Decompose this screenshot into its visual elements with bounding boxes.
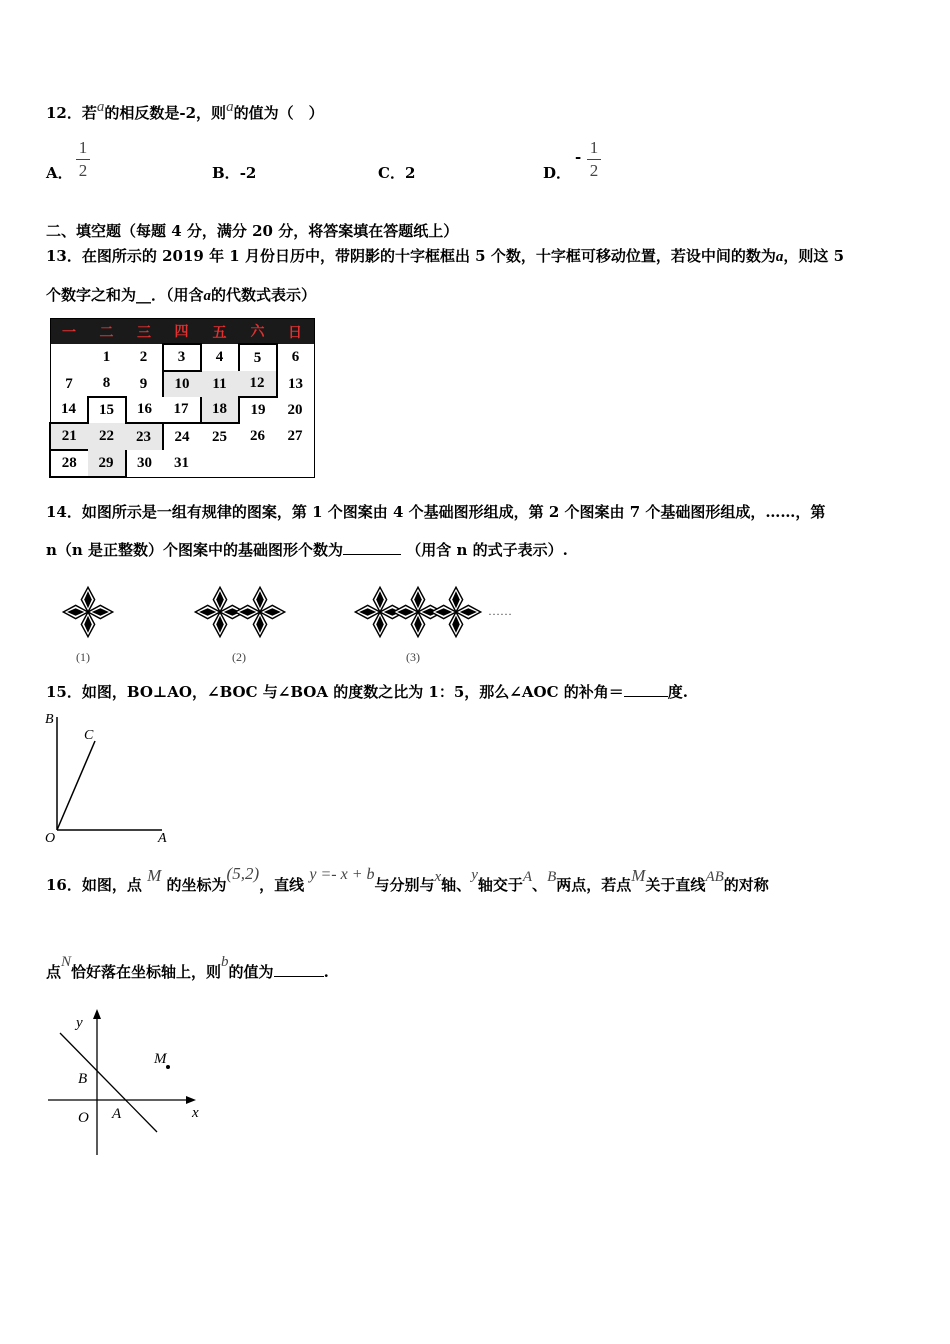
calendar-cell: 6 xyxy=(291,349,300,365)
calendar-cell: 7 xyxy=(65,375,73,392)
calendar-cell: 15 xyxy=(88,397,126,423)
calendar-header: 六 xyxy=(239,319,277,345)
label-m: M xyxy=(154,1051,167,1067)
calendar-cell: 31 xyxy=(174,454,189,471)
calendar-cell: 12 xyxy=(239,371,277,397)
calendar-cell: 28 xyxy=(50,450,88,477)
calendar-cell: 8 xyxy=(102,375,111,391)
label-y: y xyxy=(76,1015,83,1031)
label-a: A xyxy=(112,1106,122,1122)
answer-blank xyxy=(274,976,324,977)
calendar-row xyxy=(50,371,314,397)
calendar-cell: 24 xyxy=(174,428,190,445)
q16-line2: 点N恰好落在坐标轴上，则b的值为 . xyxy=(46,954,329,981)
calendar-header: 四 xyxy=(163,319,201,345)
pattern-3-icon xyxy=(355,587,480,636)
calendar-cell: 23 xyxy=(126,423,163,450)
calendar-cell: 20 xyxy=(287,401,303,418)
calendar-cell: 9 xyxy=(139,375,148,392)
q12-option-d-sign: - xyxy=(575,148,582,166)
calendar-cell: 26 xyxy=(250,428,265,444)
pattern-ellipsis: …… xyxy=(488,604,512,618)
q14-line2: n（n 是正整数）个图案中的基础图形个数为 （用含 n 的式子表示）. xyxy=(46,541,568,559)
pattern-2-icon xyxy=(195,587,284,636)
calendar-cell: 21 xyxy=(50,423,88,450)
q14-line1: 14．如图所示是一组有规律的图案，第 1 个图案由 4 个基础图形组成，第 2 个图案由 7 个基础图形组成，……，第 xyxy=(46,503,826,521)
calendar-cell: 3 xyxy=(163,344,201,371)
calendar-header-row xyxy=(50,319,314,345)
x-arrow-icon xyxy=(186,1096,196,1104)
calendar-header: 五 xyxy=(201,319,239,345)
calendar-cell: 22 xyxy=(88,423,126,450)
q12-option-d-label: D． xyxy=(543,164,572,182)
point-m xyxy=(166,1065,170,1069)
calendar-cell: 2 xyxy=(139,349,148,365)
y-arrow-icon xyxy=(93,1009,101,1019)
calendar-cell: 18 xyxy=(201,397,239,423)
calendar-cell: 1 xyxy=(102,349,111,365)
q12-option-a-label: A． xyxy=(46,164,73,182)
label-o: O xyxy=(45,831,56,846)
q13-line2: 个数字之和为__．（用含a的代数式表示） xyxy=(46,286,317,304)
calendar-cell: 13 xyxy=(288,375,303,392)
calendar-cell: 16 xyxy=(137,401,152,417)
calendar-cell xyxy=(277,450,315,477)
pattern-1-icon xyxy=(63,587,112,636)
calendar-cell: 4 xyxy=(215,349,224,365)
calendar-cell: 11 xyxy=(201,371,239,397)
section-title: 二、填空题（每题 4 分，满分 20 分，将答案填在答题纸上） xyxy=(46,222,459,240)
q12-option-c: C．2 xyxy=(378,164,416,182)
calendar-cell xyxy=(239,450,277,477)
calendar-cell xyxy=(201,450,239,477)
q15-stem: 15．如图，BO⊥AO，∠BOC 与∠BOA 的度数之比为 1：5，那么∠AOC 的补角＝ 度. xyxy=(46,683,688,701)
calendar-cell: 10 xyxy=(163,371,201,397)
label-b: B xyxy=(78,1071,88,1087)
calendar-cell: 27 xyxy=(287,428,303,444)
calendar-row xyxy=(50,450,314,477)
q12-option-d-fraction: 1 2 xyxy=(586,138,602,181)
calendar-header: 日 xyxy=(277,319,315,345)
calendar-row xyxy=(50,397,314,423)
answer-blank xyxy=(624,696,668,697)
calendar-cell: 25 xyxy=(212,428,227,445)
q12-option-b: B．-2 xyxy=(212,164,257,182)
calendar-row xyxy=(50,423,314,450)
calendar-cell: 17 xyxy=(163,397,201,423)
calendar-cell: 19 xyxy=(250,402,266,418)
pattern-caption: (3) xyxy=(406,650,420,664)
calendar-cell: 14 xyxy=(61,401,76,417)
calendar-cell: 30 xyxy=(137,454,152,471)
ray-oc xyxy=(57,741,95,830)
label-a: A xyxy=(158,831,167,846)
label-o: O xyxy=(78,1110,89,1126)
pattern-caption: (2) xyxy=(232,650,246,664)
calendar-header: 二 xyxy=(88,319,126,345)
q16-coordinate-figure xyxy=(40,1005,220,1165)
q12-option-a-fraction: 1 2 xyxy=(75,138,91,181)
calendar-cell: 29 xyxy=(88,450,126,477)
q15-angle-figure xyxy=(40,705,180,850)
calendar-cell xyxy=(50,344,88,371)
answer-blank xyxy=(343,554,401,555)
line-ab xyxy=(60,1033,157,1132)
q12-stem: 12．若a的相反数是-2，则a的值为（ ） xyxy=(46,99,324,122)
pattern-caption: (1) xyxy=(76,650,90,664)
calendar-header: 三 xyxy=(126,319,163,345)
calendar-table xyxy=(49,318,315,478)
q16-line1: 16．如图，点 M 的坐标为(5,2)，直线 y =- x + b与分别与x轴、y轴交于A、B两点，若点M关于直线AB的对称 xyxy=(46,864,769,894)
calendar-row xyxy=(50,344,314,371)
label-b: B xyxy=(45,712,54,727)
q14-pattern-figure xyxy=(40,570,540,670)
calendar-cell: 5 xyxy=(239,344,277,371)
label-x: x xyxy=(192,1105,199,1121)
calendar-header: 一 xyxy=(50,319,88,345)
q13-line1: 13．在图所示的 2019 年 1 月份日历中，带阴影的十字框框出 5 个数，十字框可移动位置，若设中间的数为a，则这 5 xyxy=(46,247,845,265)
label-c: C xyxy=(84,728,94,743)
